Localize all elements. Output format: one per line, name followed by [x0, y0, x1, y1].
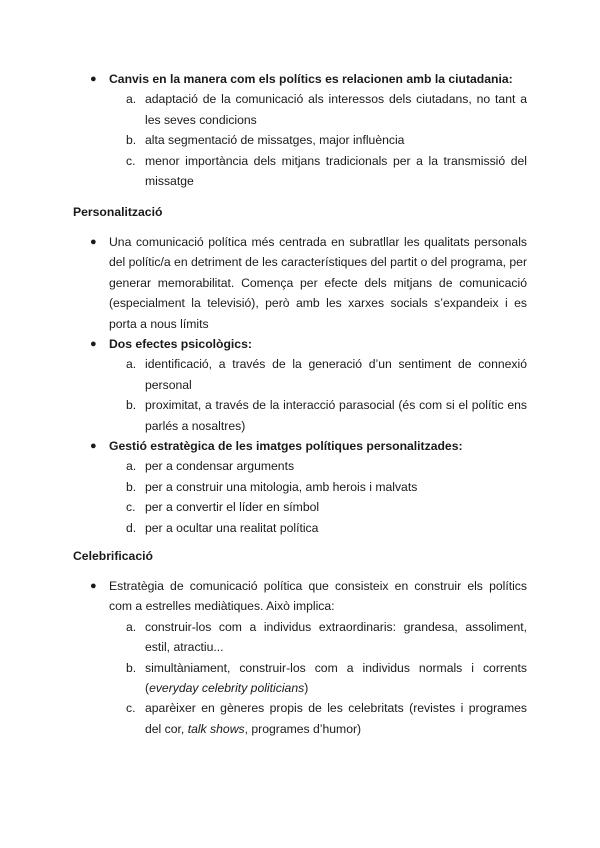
list-item-text: per a convertir el líder en símbol [145, 500, 320, 515]
list-item-text-before: simultàniament, construir-los com a individus normals i corrents ( [145, 660, 527, 696]
list-marker: c. [126, 153, 136, 168]
list-item [126, 477, 527, 497]
bullet-text: Una comunicació política més centrada en subratllar les qualitats personals del polític/a en detriment de les característiques del partit o del programa, per generar memorabilitat. Comença per efecte dels mitjans de comunicació (especialment la televisió), però amb les xarxes socials s’expandeix i es porta a nous límits [109, 235, 527, 331]
list-item-text-after: , programes d’humor) [244, 721, 362, 736]
list-marker: a. [126, 92, 137, 107]
bullet-icon: ● [90, 338, 97, 351]
list-marker: c. [126, 500, 136, 515]
list-item-text: alta segmentació de missatges, major influència [145, 133, 405, 148]
section-heading-celebrificacio: Celebrificació [73, 549, 153, 563]
list-item [126, 89, 527, 130]
canvis-block [0, 69, 600, 191]
list-item-text: per a ocultar una realitat política [145, 520, 319, 535]
personalitzacio-block [0, 232, 600, 538]
bullet-text: Estratègia de comunicació política que consisteix en construir els polítics com a estrelles mediàtiques. Això implica: [109, 579, 527, 614]
list-marker: b. [126, 133, 137, 148]
list-item-text-italic: everyday celebrity politicians [149, 681, 305, 696]
list-item [126, 130, 527, 150]
list-item-text: adaptació de la comunicació als interessos dels ciutadans, no tant a les seves condicions [145, 92, 527, 127]
list-item-text-after: ) [304, 681, 309, 696]
list-marker: b. [126, 479, 137, 494]
list-item [126, 617, 527, 658]
bullet-item-intro [90, 576, 527, 617]
bullet-text: Canvis en la manera com els polítics es relacionen amb la ciutadania: [109, 72, 513, 86]
list-item-text-before: aparèixer en gèneres propis de les celebritats (revistes i programes del cor, [145, 701, 527, 736]
list-item-text: per a construir una mitologia, amb herois i malvats [145, 479, 418, 494]
list-item [126, 354, 527, 395]
list-marker: a. [126, 357, 137, 372]
list-item [126, 658, 527, 699]
list-item-text-italic: talk shows [187, 721, 245, 736]
bullet-text: Dos efectes psicològics: [109, 337, 252, 352]
bullet-icon: ● [90, 73, 97, 85]
list-item [126, 395, 527, 436]
list-marker: a. [126, 459, 137, 474]
bullet-icon: ● [90, 580, 97, 592]
bullet-item-efectes [90, 334, 527, 354]
bullet-icon: ● [90, 236, 97, 248]
bullet-item-intro [90, 232, 527, 334]
list-marker: a. [126, 619, 137, 634]
celebrificacio-block [0, 576, 600, 739]
list-marker: d. [126, 520, 137, 535]
section-heading-personalitzacio: Personalització [73, 205, 163, 219]
list-item-text: menor importància dels mitjans tradicionals per a la transmissió del missatge [145, 153, 527, 189]
list-item [126, 456, 527, 476]
list-item-text: proximitat, a través de la interacció parasocial (és com si el polític ens parlés a nosaltres) [145, 398, 527, 433]
bullet-text: Gestió estratègica de les imatges polítiques personalitzades: [109, 439, 463, 454]
list-item [126, 497, 527, 517]
bullet-item-canvis [90, 69, 527, 89]
list-item [126, 518, 527, 538]
list-marker: c. [126, 701, 136, 716]
list-marker: b. [126, 660, 137, 675]
list-item-text: construir-los com a individus extraordinaris: grandesa, assoliment, estil, atractiu... [145, 619, 527, 655]
bullet-icon: ● [90, 440, 97, 453]
list-item-text: per a condensar arguments [145, 459, 295, 474]
list-item-text: identificació, a través de la generació d’un sentiment de connexió personal [145, 357, 527, 392]
bullet-item-gestio [90, 436, 527, 456]
list-marker: b. [126, 398, 137, 413]
list-item [126, 151, 527, 192]
list-item [126, 698, 527, 739]
